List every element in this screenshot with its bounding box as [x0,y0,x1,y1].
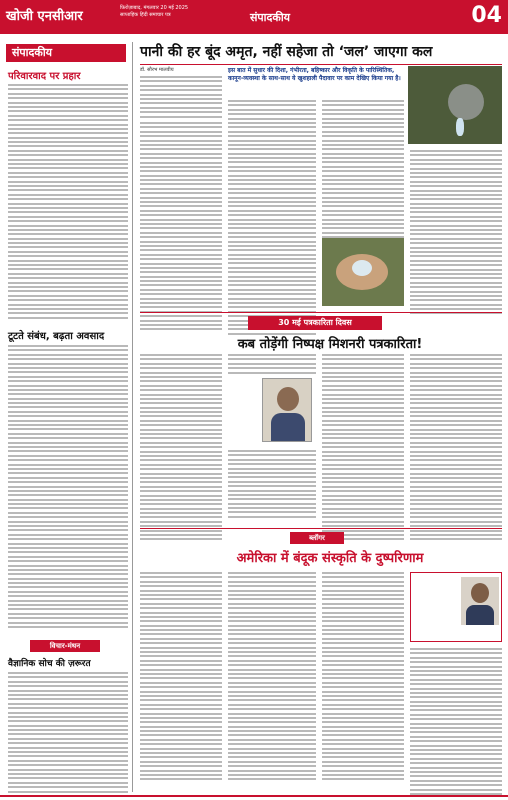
journalism-col2 [228,354,316,376]
gun-col3 [322,572,404,783]
water-col1 [140,122,222,333]
relations-headline: टूटते संबंध, बढ़ता अवसाद [8,331,105,342]
journalism-col3 [322,354,404,543]
journalism-day-banner: 30 मई पत्रकारिता दिवस [248,316,382,330]
scientific-headline: वैज्ञानिक सोच की ज़रूरत [8,659,91,669]
page-number: 04 [471,3,502,28]
column-divider [132,42,133,792]
section-title: संपादकीय [250,11,291,24]
water-col1-top [140,76,222,120]
journalism-headline: कब तोड़ेंगी निष्पक्ष मिशनरी पत्रकारिता! [237,337,423,352]
water-col3 [322,100,404,241]
water-lead: इस बात में सुधार की दिशा, गंभीरता, बहिष्कार और विकृति के पारिस्थितिक, कानून-व्यवस्था के साथ-साथ ये खुशहाली पैदावार पर काम देखिए किया गया है। [228,67,401,82]
gun-top-rule [140,528,502,529]
editorial-body [8,84,128,321]
vichar-tag: विचार-मंथन [30,640,100,652]
water-headline: पानी की हर बूंद अमृत, नहीं सहेजा तो ‘जल’ जाएगा कल [140,44,433,60]
journalist-portrait [262,378,312,442]
gun-culture-headline: अमेरिका में बंदूक संस्कृति के दुष्परिणाम [236,551,424,566]
relations-body [8,345,128,630]
gun-photo-frame [410,572,502,642]
scientific-body [8,672,128,795]
masthead [0,0,508,34]
date-text: फ़िरोज़ाबाद, मंगलवार 20 मई 2025 [120,5,189,11]
gun-col2 [228,572,316,783]
date-subtext: साप्ताहिक हिंदी समाचार पत्र [120,12,171,18]
water-col4 [410,150,502,317]
newspaper-logo: खोजी एनसीआर [6,9,83,24]
water-byline: डॉ. सौरभ मालवीय [140,67,174,73]
water-headline-rule [140,64,502,65]
blogger-tag: ब्लॉगर [290,532,344,544]
journalism-top-rule [140,312,502,313]
journalism-col2b [228,450,316,520]
water-hands-photo [322,238,404,306]
editorial-label: संपादकीय [6,44,126,62]
water-col2 [228,100,316,337]
gun-col4 [410,648,502,797]
page-bottom-rule [0,795,508,797]
editorial-headline: परिवारवाद पर प्रहार [8,71,81,82]
blogger-portrait [461,577,499,625]
gun-col1 [140,572,222,783]
journalism-col1 [140,354,222,543]
water-tap-photo [408,66,502,144]
journalism-col4 [410,354,502,543]
